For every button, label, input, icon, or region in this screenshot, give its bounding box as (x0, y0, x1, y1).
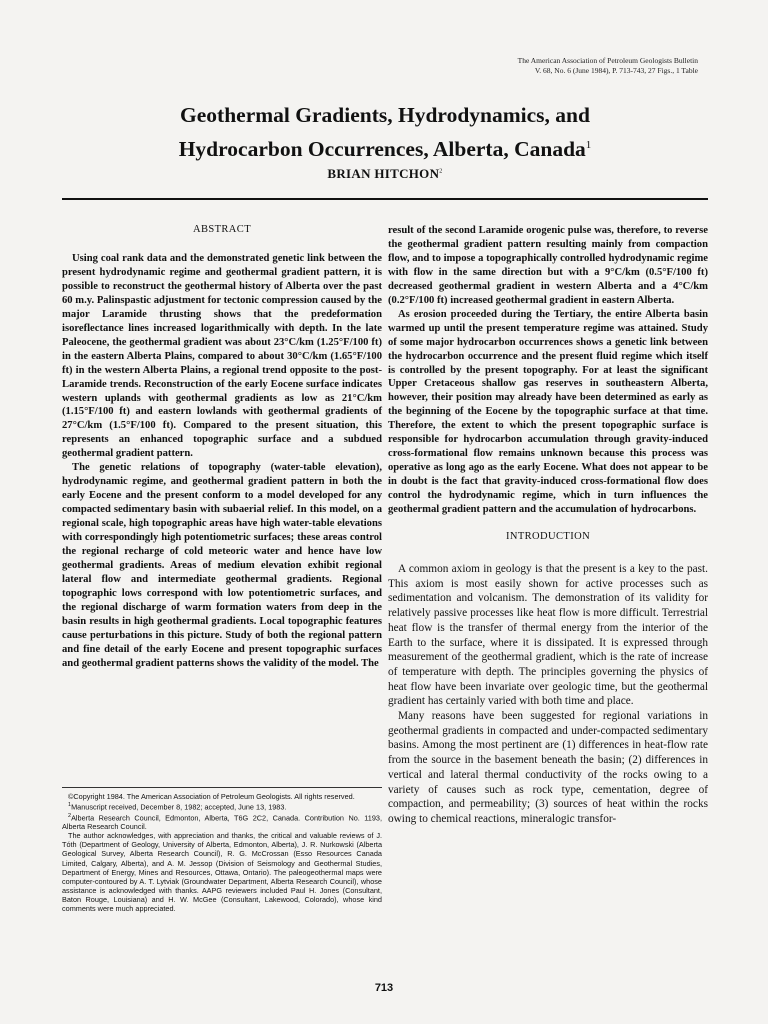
abstract-heading: ABSTRACT (192, 224, 252, 235)
footnote-2 (62, 812, 382, 832)
introduction-paragraph-1: A common axiom in geology is that the present is a key to the past. This axiom is most easily shown for active processes such as sedimentation and volcanism. The demonstration of its validity for relatively passive processes like heat flow is more difficult. Terrestrial heat flow is the transfer of thermal energy from the interior of the Earth to the surface, where it is dissipated. It is expressed through measurement of the geothermal gradient, which is the rate of increase of temperature with depth. The principles governing the physics of heat flow have been invariate over geologic time, but the geothermal gradient has certainly varied with both time and place. (388, 563, 708, 708)
footnotes (62, 787, 382, 913)
title-footnote-mark: 1 (585, 139, 592, 151)
right-column (388, 224, 708, 827)
article-title (80, 100, 690, 164)
footnote-1-text: Manuscript received, December 8, 1982; accepted, June 13, 1983. (71, 802, 287, 812)
footnote-2-text: Alberta Research Council, Edmonton, Alberta, T6G 2C2, Canada. Contribution No. 1193, Alberta Research Council. (62, 813, 382, 832)
footnote-acknowledgments: The author acknowledges, with appreciation and thanks, the critical and valuable reviews of J. Tóth (Department of Geology, University of Alberta, Edmonton, Alberta), J. R. Nurkowski (Alberta Geological Survey, Alberta Research Council), R. G. McCrossan (Esso Resources Canada Limited, Calgary, Alberta), and A. M. Jessop (Division of Seismology and Geothermal Studies, Department of Energy, Mines and Resources, Ottawa, Ontario). The paleogeothermal maps were computer-contoured by A. T. Lytviak (Groundwater Department, Alberta Research Council), whose assistance is acknowledged with thanks. AAPG reviewers included Paul H. Jones (Consultant, Baton Rouge, Louisiana) and H. W. McGee (Consultant, Lakewood, Colorado), whose kind comments were much appreciated. (62, 831, 382, 913)
title-line-2 (80, 130, 690, 164)
journal-name: The American Association of Petroleum Geologists Bulletin (517, 56, 698, 65)
footnote-1 (62, 801, 382, 812)
author-name: BRIAN HITCHON (327, 166, 440, 181)
footnote-copyright: ©Copyright 1984. The American Association of Petroleum Geologists. All rights reserved. (68, 792, 355, 801)
page-number: 713 (374, 982, 394, 994)
abstract-paragraph-3: As erosion proceeded during the Tertiary, the entire Alberta basin warmed up until the present temperature regime was attained. Study of some major hydrocarbon occurrences shows a genetic link between the hydrocarbon occurrence and the present fluid regime which itself is controlled by the present topography. For at least the significant Upper Cretaceous shallow gas reserves in southeastern Alberta, however, their position may already have been determined as early as the beginning of the Eocene by the topographic surface at that time. Therefore, the extent to which the present topographic surface is responsible for hydrocarbon accumulation through gravity-induced cross-formational flow remains unknown because this process was operative as long ago as the early Eocene. What does not appear to be in doubt is the fact that gravity-induced cross-formational flow does control the hydrodynamic regime, which in turn influences the geothermal gradient pattern and the accumulation of hydrocarbons. (388, 308, 708, 516)
author (80, 166, 690, 182)
left-column (62, 224, 382, 671)
abstract-paragraph-2: The genetic relations of topography (water-table elevation), hydrodynamic regime, and geothermal gradient pattern in both the early Eocene and the present conform to a model developed for any compacted sedimentary basin with subaerial relief. In this model, on a regional scale, high topographic areas have high water-table elevations with correspondingly high potentiometric surfaces; these areas control the regional recharge of cold meteoric water and hence have low geothermal gradients. Areas of medium elevation exhibit regional lateral flow and intermediate geothermal gradients. Regional topographic lows correspond with low potentiometric surfaces, and the regional discharge of warm formation waters from deep in the basin results in high geothermal gradients. Local topographic features cause perturbations in this picture. Study of both the regional pattern and fine detail of the early Eocene and present topographic surfaces and geothermal gradient patterns shows the validity of the model. The (62, 462, 382, 669)
abstract-paragraph-1: Using coal rank data and the demonstrated genetic link between the present hydrodynamic regime and geothermal gradient pattern, it is possible to reconstruct the geothermal history of Alberta over the past 60 m.y. Palinspastic adjustment for tectonic compression caused by the major Laramide thrusting shows that the predeformation isoreflectance lines increased logarithmically with depth. In the late Paleocene, the geothermal gradient was about 23°C/km (1.25°F/100 ft) in the eastern Alberta Plains, compared to about 30°C/km (1.65°F/100 ft) in the western Alberta Plains, a regional trend opposite to the post-Laramide trends. Reconstruction of the early Eocene surface indicates western uplands with geothermal gradients as low as 21°C/km (1.15°F/100 ft) and eastern lowlands with geothermal gradients of 27°C/km (1.5°F/100 ft). Compared to the present situation, this represents an enhanced topographic surface and a subdued geothermal gradient pattern. (62, 253, 382, 460)
journal-volume: V. 68, No. 6 (June 1984), P. 713-743, 27 Figs., 1 Table (534, 66, 698, 75)
abstract-paragraph-2-continued: result of the second Laramide orogenic pulse was, therefore, to reverse the geothermal gradient pattern resulting mainly from compaction flow, and to impose a topographically controlled hydrodynamic regime with flow in the same direction but with a 9°C/km (0.5°F/100 ft) decreased geothermal gradient in western Alberta and a 4°C/km (0.2°F/100 ft) increased geothermal gradient in eastern Alberta. (388, 225, 708, 306)
footnote-2-mark: 2 (68, 812, 72, 819)
journal-citation (378, 56, 698, 76)
introduction-paragraph-2: Many reasons have been suggested for regional variations in geothermal gradients in compacted and under-compacted sedimentary basins. Among the most pertinent are (1) differences in heat-flow rate from the source in the basement beneath the basin; (2) differences in vertical and lateral thermal conductivity of the rocks owing to a variety of causes such as rock type, cementation, degree of compaction, and permeability; (3) sources of heat within the rocks owing to chemical reactions, mineralogic transfor- (388, 710, 708, 825)
author-footnote-mark: 2 (439, 168, 443, 175)
title-line-1: Geothermal Gradients, Hydrodynamics, and (180, 103, 590, 127)
introduction-heading: INTRODUCTION (505, 531, 591, 543)
footnote-1-mark: 1 (68, 802, 72, 809)
header-rule (62, 198, 708, 200)
title-line-2-text: Hydrocarbon Occurrences, Alberta, Canada (178, 137, 586, 162)
